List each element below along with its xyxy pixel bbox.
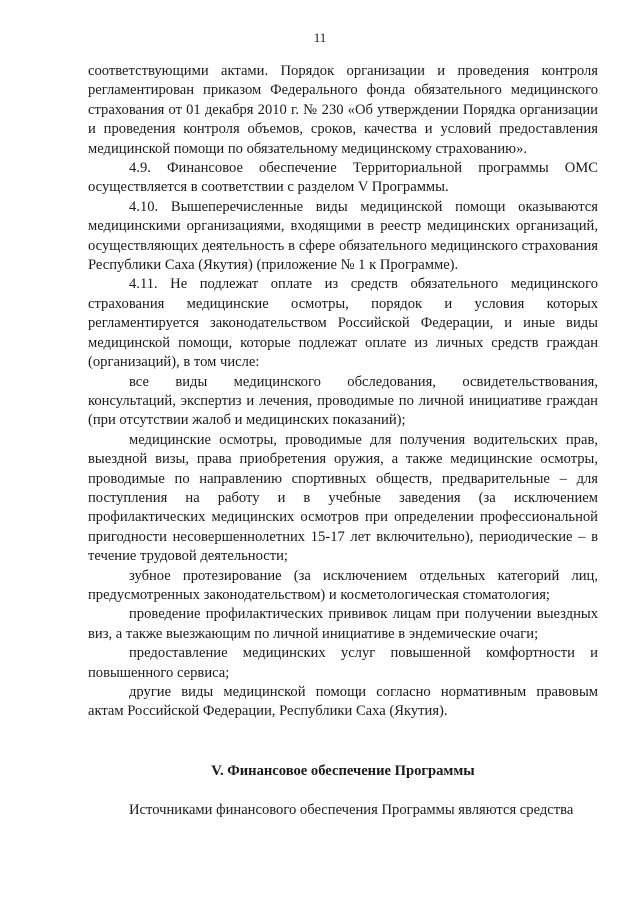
paragraph-control-order: соответствующими актами. Порядок организации и проведения контроля регламентирован приказом Федерального фонда обязательного медицинского страхования от 01 декабря 2010 г. № 230 «Об утверждении Порядка организации и проведения контроля объемов, сроков, качества и условий предоставления медицинской помощи по обязательному медицинскому страхованию». bbox=[88, 63, 598, 157]
list-item-other-care: другие виды медицинской помощи согласно нормативным правовым актам Российской Федерации, Республики Саха (Якутия). bbox=[88, 684, 598, 720]
section-heading: V. Финансовое обеспечение Программы bbox=[211, 762, 475, 779]
list-item-medical-checkups: медицинские осмотры, проводимые для получения водительских прав, выездной визы, права приобретения оружия, а также медицинские осмотры, проводимые по направлению спортивных обществ, предварительные – для поступления на работу и в учебные заведения (за исключением профилактических медицинских осмотров при определении профессиональной пригодности несовершеннолетних 15-17 лет включительно), периодические – в течение трудовой деятельности; bbox=[88, 431, 598, 565]
paragraph-4-11: 4.11. Не подлежат оплате из средств обязательного медицинского страхования медицинские осмотры, порядок и условия которых регламентируется законодательством Российской Федерации, и иные виды медицинской помощи, которые подлежат оплате из личных средств граждан (организаций), в том числе: bbox=[88, 276, 598, 371]
paragraph-4-9: 4.9. Финансовое обеспечение Территориальной программы ОМС осуществляется в соответствии с разделом V Программы. bbox=[88, 160, 598, 196]
list-item-dental-prosthetics: зубное протезирование (за исключением отдельных категорий лиц, предусмотренных законодательством) и косметологическая стоматология; bbox=[88, 567, 598, 603]
document-body bbox=[88, 62, 598, 821]
paragraph-funding-sources: Источниками финансового обеспечения Программы являются средства bbox=[129, 802, 574, 819]
page-number: 11 bbox=[313, 30, 327, 45]
list-item-examinations: все виды медицинского обследования, освидетельствования, консультаций, экспертиз и лечения, проводимые по личной инициативе граждан (при отсутствии жалоб и медицинских показаний); bbox=[88, 373, 598, 429]
paragraph-4-10: 4.10. Вышеперечисленные виды медицинской помощи оказываются медицинскими организациями, входящими в реестр медицинских организаций, осуществляющих деятельность в сфере обязательного медицинского страхования Республики Саха (Якутия) (приложение № 1 к Программе). bbox=[88, 198, 598, 274]
list-item-comfort-services: предоставление медицинских услуг повышенной комфортности и повышенного сервиса; bbox=[88, 645, 598, 681]
list-item-vaccinations: проведение профилактических прививок лицам при получении выездных виз, а также выезжающим по личной инициативе в эндемические очаги; bbox=[88, 606, 598, 642]
